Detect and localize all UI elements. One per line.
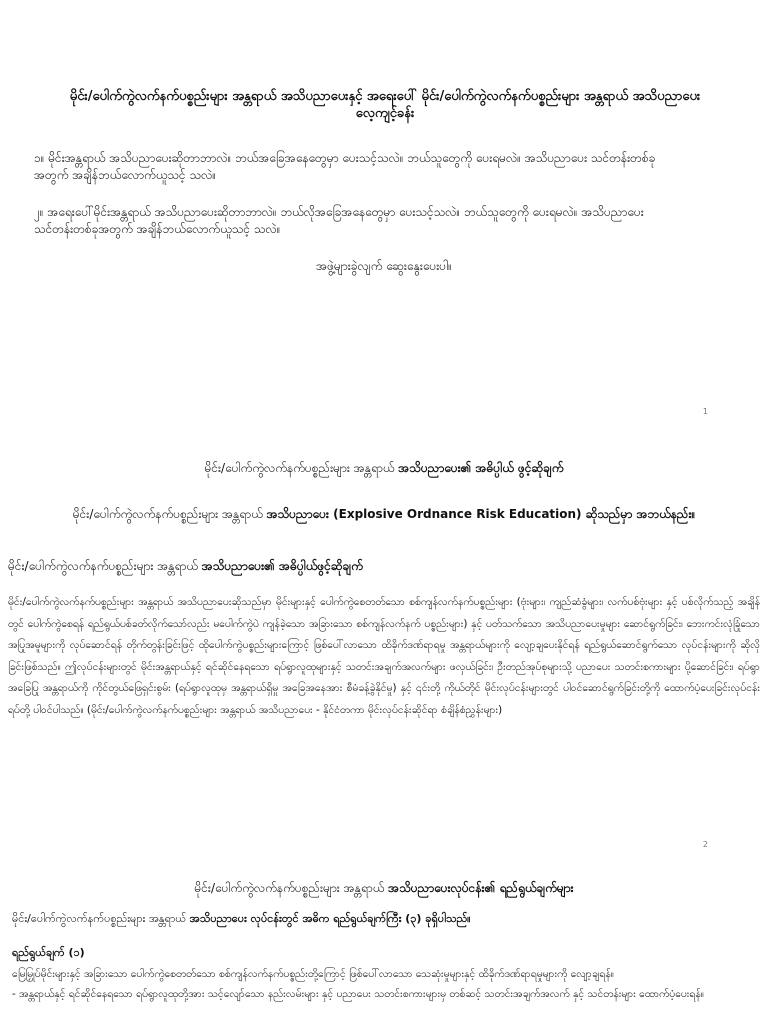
objective-1-label: ရည်ရွယ်ချက် (၁) bbox=[12, 946, 85, 959]
question-1: ၁။ မိုင်းအန္တရာယ် အသိပညာပေးဆိုတာဘာလဲ။ ဘယ်အခြေအနေတွေမှာ ပေးသင့်သလဲ။ ဘယ်သူတွေကို ပေးရမလဲ။ အသိပညာပေး သင်တန်းတစ်ခုအတွက် အချိန်ဘယ်လောက်ယူသင့် သလဲ။ bbox=[34, 151, 656, 182]
page-number: 1 bbox=[702, 407, 708, 416]
group-discussion-instruction: အဖွဲ့များခွဲလျက် ဆွေးနွေးပေးပါ။ bbox=[316, 259, 452, 273]
page-number: 2 bbox=[702, 840, 708, 849]
exercise-title: မိုင်း/ပေါက်ကွဲလက်နက်ပစ္စည်းများ အန္တရာယ် အသိပညာပေးနှင့် အရေးပေါ် မိုင်း/ပေါက်ကွဲလက်နက်ပစ္စည်းများ အန္တရာယ် အသိပညာပေး လေ့ကျင့်ခန်း bbox=[69, 89, 701, 121]
objectives-heading bbox=[0, 880, 768, 898]
definition-heading-bold: အသိပညာပေး၏ အဓိပ္ပါယ် ဖွင့်ဆိုချက် bbox=[398, 461, 564, 475]
definition-subheading-bold: အသိပညာပေး (Explosive Ordnance Risk Education) ဆိုသည်မှာ အဘယ်နည်း။ bbox=[266, 507, 696, 521]
definition-body: မိုင်း/ပေါက်ကွဲလက်နက်ပစ္စည်းများ အန္တရာယ် အသိပညာပေးဆိုသည်မှာ မိုင်းများနှင့် ပေါက်ကွဲစေတတ်သော စစ်ကျန်လက်နက်ပစ္စည်းများ (ဗုံးများ၊ ကျည်ဆံခွံများ၊ လက်ပစ်ဗုံးများ နှင့် ပစ်လိုက်သည့် အချိန်တွင် ပေါက်ကွဲစေရန် ရည်ရွယ်ပစ်ခတ်လိုက်သော်လည်း မပေါက်ကွဲပဲ ကျန်ခဲ့သော အခြားသော စစ်ကျန်လက်နက် ပစ္စည်းများ) နှင့် ပတ်သက်သော အသိပညာပေးမှုများ ဆောင်ရွက်ခြင်း၊ ဘေးကင်းလုံခြုံသော အပြုအမူများကို လုပ်ဆောင်ရန် တိုက်တွန်းခြင်းဖြင့် ထိုပေါက်ကွဲပစ္စည်းများကြောင့် ဖြစ်ပေါ်လာသော ထိခိုက်ဒဏ်ရာရမှု အန္တရာယ်များကို လျော့ချပေးနိုင်ရန် ရည်ရွယ်ဆောင်ရွက်သော လုပ်ငန်းများကို ဆိုလိုခြင်းဖြစ်သည်။ ဤလုပ်ငန်းများတွင် မိုင်းအန္တရာယ်နှင့် ရင်ဆိုင်နေရသော ရပ်ရွာလူထုများနှင့် သတင်းအချက်အလက်များ ဖလှယ်ခြင်း၊ ဦးတည်အုပ်စုများသို့ ပညာပေး သတင်းစကားများ ပို့ဆောင်ခြင်း၊ ရပ်ရွာအခြေပြု အန္တရာယ်ကို ကိုင်တွယ်ဖြေရှင်းစွမ်း (ရပ်ရွာလူထုမှ အန္တရာယ်ရှိမှု အခြေအနေအား စီမံခန့်ခွဲနိုင်မှု) နှင့် ၎င်းတို့ ကိုယ်တိုင် မိုင်းလုပ်ငန်းများတွင် ပါဝင်ဆောင်ရွက်ခြင်းတို့ကို ထောက်ပံ့ပေးခြင်းလုပ်ငန်းရပ်တို့ ပါဝင်ပါသည်။ (မိုင်း/ပေါက်ကွဲလက်နက်ပစ္စည်းများ အန္တရာယ် အသိပညာပေး - နိုင်ငံတကာ မိုင်းလုပ်ငန်းဆိုင်ရာ စံချိန်စံညွှန်းများ) bbox=[8, 596, 760, 716]
definition-subheading-prefix: မိုင်း/ပေါက်ကွဲလက်နက်ပစ္စည်းများ အန္တရာယ် bbox=[72, 507, 263, 521]
definition-section-bold: အသိပညာပေး၏ အဓိပ္ပါယ်ဖွင့်ဆိုချက် bbox=[201, 559, 363, 573]
objectives-heading-bold: အသိပညာပေးလုပ်ငန်း၏ ရည်ရွယ်ချက်များ bbox=[388, 881, 574, 895]
objectives-intro-prefix: မိုင်း/ပေါက်ကွဲလက်နက်ပစ္စည်းများ အန္တရာယ် bbox=[12, 912, 187, 925]
definition-section-prefix: မိုင်း/ပေါက်ကွဲလက်နက်ပစ္စည်းများ အန္တရာယ် bbox=[8, 559, 198, 573]
objectives-intro-bold: အသိပညာပေး လုပ်ငန်းတွင် အဓိက ရည်ရွယ်ချက်ကြီး (၃) ခုရှိပါသည်။ bbox=[189, 912, 471, 925]
objective-1-body bbox=[12, 964, 760, 1004]
document-page-1 bbox=[0, 0, 768, 430]
question-2: ၂။ အရေးပေါ်မိုင်းအန္တရာယ် အသိပညာပေးဆိုတာဘာလဲ။ ဘယ်လိုအခြေအနေတွေမှာ ပေးသင့်သလဲ။ ဘယ်သူတွေကို ပေးရမလဲ။ အသိပညာပေး သင်တန်းတစ်ခုအတွက် အချိန်ဘယ်လောက်ယူသင့် သလဲ။ bbox=[34, 205, 644, 236]
definition-heading bbox=[0, 460, 768, 478]
document-page-3 bbox=[0, 850, 768, 1024]
objective-1-line-2: - အန္တရာယ်နှင့် ရင်ဆိုင်နေရသော ရပ်ရွာလူထုတို့အား သင့်လျော်သော နည်းလမ်းများ နှင့် ပညာပေး သတင်းစကားများမှ တစ်ဆင့် သတင်းအချက်အလက် နှင့် သင်တန်းများ ထောက်ပံ့ပေးရန်။ bbox=[12, 988, 704, 1000]
objectives-intro bbox=[12, 912, 471, 928]
definition-section-title bbox=[8, 558, 363, 576]
objective-1-line-1: မြေမြှုပ်မိုင်းများနှင့် အခြားသော ပေါက်ကွဲစေတတ်သော စစ်ကျန်လက်နက်ပစ္စည်းတို့ကြောင့် ဖြစ်ပေါ်လာသော သေဆုံးမှုများနှင့် ထိခိုက်ဒဏ်ရာရမှုများကို လျော့ချရန်။ bbox=[12, 968, 614, 980]
objectives-heading-prefix: မိုင်း/ပေါက်ကွဲလက်နက်ပစ္စည်းများ အန္တရာယ် bbox=[194, 881, 385, 895]
document-page-2 bbox=[0, 430, 768, 850]
definition-subheading bbox=[0, 506, 768, 524]
definition-heading-prefix: မိုင်း/ပေါက်ကွဲလက်နက်ပစ္စည်းများ အန္တရာယ် bbox=[204, 461, 395, 475]
